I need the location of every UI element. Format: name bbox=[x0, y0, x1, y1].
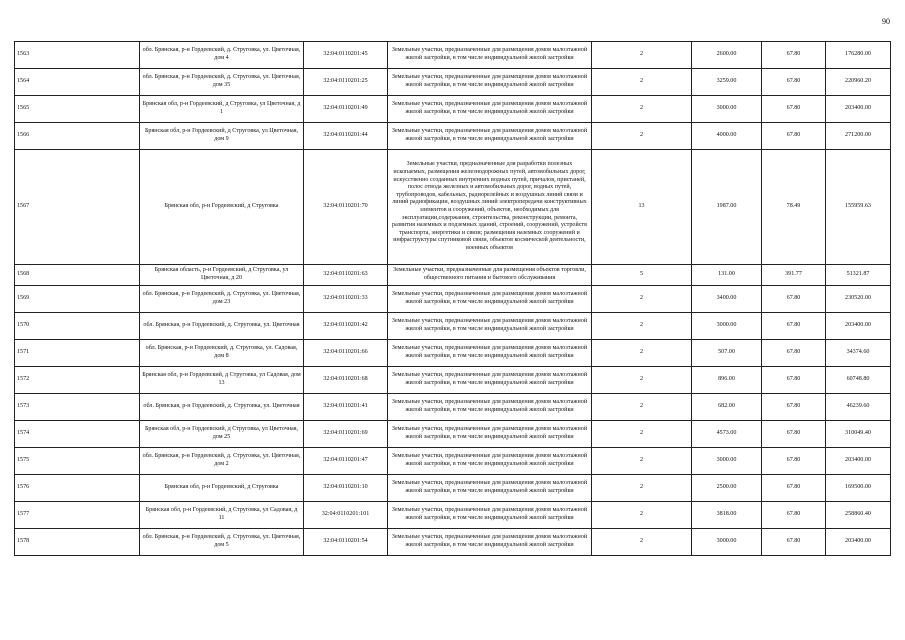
cadastral-number-cell: 32:04:0110201:70 bbox=[304, 150, 388, 265]
address-cell: Брянская обл, р-н Гордеевский, д Струговка bbox=[140, 475, 304, 502]
permitted-use-cell: Земельные участки, предназначенные для размещения домов малоэтажной жилой застройки, в том числе индивидуальной жилой застройки bbox=[388, 42, 592, 69]
cadastral-value-cell: 46239.60 bbox=[826, 394, 891, 421]
use-group-cell: 2 bbox=[592, 69, 692, 96]
use-group-cell: 2 bbox=[592, 96, 692, 123]
cadastral-value-cell: 176280.00 bbox=[826, 42, 891, 69]
cadastral-value-cell: 51321.87 bbox=[826, 265, 891, 286]
use-group-cell: 2 bbox=[592, 340, 692, 367]
permitted-use-cell: Земельные участки, предназначенные для размещения домов малоэтажной жилой застройки, в том числе индивидуальной жилой застройки bbox=[388, 448, 592, 475]
cadastral-value-cell: 169500.00 bbox=[826, 475, 891, 502]
area-cell: 507.00 bbox=[692, 340, 762, 367]
specific-value-cell: 78.49 bbox=[762, 150, 826, 265]
area-cell: 2500.00 bbox=[692, 475, 762, 502]
specific-value-cell: 67.80 bbox=[762, 96, 826, 123]
address-cell: Брянская обл, р-н Гордеевский, д Струговка bbox=[140, 150, 304, 265]
cadastral-value-cell: 230520.00 bbox=[826, 286, 891, 313]
address-cell: Брянская обл, р-н Гордеевский, д Струговка, ул Садовая, дом 13 bbox=[140, 367, 304, 394]
specific-value-cell: 67.80 bbox=[762, 448, 826, 475]
row-number-cell: 1565 bbox=[15, 96, 140, 123]
area-cell: 3000.00 bbox=[692, 313, 762, 340]
use-group-cell: 2 bbox=[592, 529, 692, 556]
cadastral-number-cell: 32:04:0110201:101 bbox=[304, 502, 388, 529]
page-number: 90 bbox=[882, 17, 890, 26]
row-number-cell: 1573 bbox=[15, 394, 140, 421]
permitted-use-cell: Земельные участки, предназначенные для размещения домов малоэтажной жилой застройки, в том числе индивидуальной жилой застройки bbox=[388, 475, 592, 502]
table-row bbox=[15, 394, 891, 421]
cadastral-number-cell: 32:04:0110201:42 bbox=[304, 313, 388, 340]
row-number-cell: 1568 bbox=[15, 265, 140, 286]
table-row bbox=[15, 69, 891, 96]
area-cell: 4573.00 bbox=[692, 421, 762, 448]
area-cell: 3818.00 bbox=[692, 502, 762, 529]
specific-value-cell: 67.80 bbox=[762, 367, 826, 394]
permitted-use-cell: Земельные участки, предназначенные для размещения домов малоэтажной жилой застройки, в том числе индивидуальной жилой застройки bbox=[388, 367, 592, 394]
specific-value-cell: 67.80 bbox=[762, 123, 826, 150]
area-cell: 896.00 bbox=[692, 367, 762, 394]
area-cell: 3000.00 bbox=[692, 529, 762, 556]
area-cell: 131.00 bbox=[692, 265, 762, 286]
table-row bbox=[15, 421, 891, 448]
specific-value-cell: 67.80 bbox=[762, 502, 826, 529]
address-cell: Брянская обл, р-н Гордеевский, д Струговка, ул Садовая, д 11 bbox=[140, 502, 304, 529]
permitted-use-cell: Земельные участки, предназначенные для размещения домов малоэтажной жилой застройки, в том числе индивидуальной жилой застройки bbox=[388, 502, 592, 529]
address-cell: Брянская обл, р-н Гордеевский, д Струговка, ул Цветочная, д 1 bbox=[140, 96, 304, 123]
address-cell: обл. Брянская, р-н Гордеевский, д. Струговка, ул. Цветочная, дом 4 bbox=[140, 42, 304, 69]
use-group-cell: 5 bbox=[592, 265, 692, 286]
cadastral-number-cell: 32:04:0110201:45 bbox=[304, 42, 388, 69]
permitted-use-cell: Земельные участки, предназначенные для размещения домов малоэтажной жилой застройки, в том числе индивидуальной жилой застройки bbox=[388, 340, 592, 367]
permitted-use-cell: Земельные участки, предназначенные для размещения домов малоэтажной жилой застройки, в том числе индивидуальной жилой застройки bbox=[388, 421, 592, 448]
address-cell: обл. Брянская, р-н Гордеевский, д. Струговка, ул. Садовая, дом 8 bbox=[140, 340, 304, 367]
address-cell: обл. Брянская, р-н Гордеевский, д. Струговка, ул. Цветочная, дом 35 bbox=[140, 69, 304, 96]
cadastral-value-cell: 203400.00 bbox=[826, 529, 891, 556]
area-cell: 3400.00 bbox=[692, 286, 762, 313]
address-cell: обл. Брянская, р-н Гордеевский, д. Струговка, ул. Цветочная, дом 5 bbox=[140, 529, 304, 556]
table-row bbox=[15, 448, 891, 475]
permitted-use-cell: Земельные участки, предназначенные для размещения домов малоэтажной жилой застройки, в том числе индивидуальной жилой застройки bbox=[388, 394, 592, 421]
cadastral-value-cell: 60748.80 bbox=[826, 367, 891, 394]
row-number-cell: 1576 bbox=[15, 475, 140, 502]
table-row bbox=[15, 529, 891, 556]
cadastral-value-cell: 271200.00 bbox=[826, 123, 891, 150]
area-cell: 2600.00 bbox=[692, 42, 762, 69]
area-cell: 1987.00 bbox=[692, 150, 762, 265]
use-group-cell: 2 bbox=[592, 123, 692, 150]
permitted-use-cell: Земельные участки, предназначенные для размещения домов малоэтажной жилой застройки, в том числе индивидуальной жилой застройки bbox=[388, 123, 592, 150]
permitted-use-cell: Земельные участки, предназначенные для разработки полезных ископаемых, размещения железнодорожных путей, автомобильных дорог, искусственно созданных внутренних водных путей, причалов, пристаней, полос отвода железных и автомобильных дорог, водных путей, трубопроводов, кабельных, радиорелейных и воздушных линий связи и линий радиофикации, воздушных линий электропередачи конструктивных элементов и сооружений, объектов, необходимых для эксплуатации,содержания, строительства, реконструкции, ремонта, развития наземных и подземных зданий, строений, сооружений, устройств транспорта, энергетики и связи; размещения наземных сооружений и инфраструктуры спутниковой связи, объектов космической деятельности, военных объектов bbox=[388, 150, 592, 265]
use-group-cell: 2 bbox=[592, 421, 692, 448]
cadastral-value-cell: 220960.20 bbox=[826, 69, 891, 96]
permitted-use-cell: Земельные участки, предназначенные для размещения домов малоэтажной жилой застройки, в том числе индивидуальной жилой застройки bbox=[388, 286, 592, 313]
specific-value-cell: 67.80 bbox=[762, 313, 826, 340]
specific-value-cell: 67.80 bbox=[762, 69, 826, 96]
table-row bbox=[15, 475, 891, 502]
specific-value-cell: 67.80 bbox=[762, 475, 826, 502]
table-row bbox=[15, 150, 891, 265]
cadastral-number-cell: 32:04:0110201:68 bbox=[304, 367, 388, 394]
cadastral-value-cell: 155959.63 bbox=[826, 150, 891, 265]
cadastral-number-cell: 32:04:0110201:25 bbox=[304, 69, 388, 96]
use-group-cell: 2 bbox=[592, 313, 692, 340]
table-row bbox=[15, 286, 891, 313]
cadastral-number-cell: 32:04:0110201:33 bbox=[304, 286, 388, 313]
permitted-use-cell: Земельные участки, предназначенные для размещения домов малоэтажной жилой застройки, в том числе индивидуальной жилой застройки bbox=[388, 96, 592, 123]
cadastral-number-cell: 32:04:0110201:66 bbox=[304, 340, 388, 367]
row-number-cell: 1564 bbox=[15, 69, 140, 96]
cadastral-number-cell: 32:04:0110201:10 bbox=[304, 475, 388, 502]
address-cell: обл. Брянская, р-н Гордеевский, д. Струговка, ул. Цветочная, дом 23 bbox=[140, 286, 304, 313]
use-group-cell: 2 bbox=[592, 502, 692, 529]
table-row bbox=[15, 367, 891, 394]
table-row bbox=[15, 340, 891, 367]
table-row bbox=[15, 313, 891, 340]
cadastral-number-cell: 32:04:0110201:44 bbox=[304, 123, 388, 150]
row-number-cell: 1569 bbox=[15, 286, 140, 313]
cadastral-value-cell: 310049.40 bbox=[826, 421, 891, 448]
specific-value-cell: 67.80 bbox=[762, 421, 826, 448]
specific-value-cell: 391.77 bbox=[762, 265, 826, 286]
specific-value-cell: 67.80 bbox=[762, 529, 826, 556]
table-row bbox=[15, 123, 891, 150]
specific-value-cell: 67.80 bbox=[762, 286, 826, 313]
table-row bbox=[15, 265, 891, 286]
area-cell: 4000.00 bbox=[692, 123, 762, 150]
area-cell: 3000.00 bbox=[692, 96, 762, 123]
address-cell: Брянская обл, р-н Гордеевский, д Струговка, ул Цветочная, дом 9 bbox=[140, 123, 304, 150]
row-number-cell: 1566 bbox=[15, 123, 140, 150]
use-group-cell: 2 bbox=[592, 475, 692, 502]
address-cell: Брянская обл, р-н Гордеевский, д Струговка, ул Цветочная, дом 25 bbox=[140, 421, 304, 448]
row-number-cell: 1575 bbox=[15, 448, 140, 475]
use-group-cell: 2 bbox=[592, 367, 692, 394]
row-number-cell: 1570 bbox=[15, 313, 140, 340]
table-row bbox=[15, 42, 891, 69]
land-registry-table bbox=[14, 41, 891, 556]
cadastral-number-cell: 32:04:0110201:47 bbox=[304, 448, 388, 475]
table-row bbox=[15, 96, 891, 123]
cadastral-value-cell: 258860.40 bbox=[826, 502, 891, 529]
cadastral-value-cell: 34374.60 bbox=[826, 340, 891, 367]
specific-value-cell: 67.80 bbox=[762, 42, 826, 69]
cadastral-number-cell: 32:04:0110201:54 bbox=[304, 529, 388, 556]
permitted-use-cell: Земельные участки, предназначенные для размещения домов малоэтажной жилой застройки, в том числе индивидуальной жилой застройки bbox=[388, 313, 592, 340]
cadastral-number-cell: 32:04:0110201:63 bbox=[304, 265, 388, 286]
cadastral-value-cell: 203400.00 bbox=[826, 448, 891, 475]
row-number-cell: 1577 bbox=[15, 502, 140, 529]
cadastral-value-cell: 203400.00 bbox=[826, 96, 891, 123]
specific-value-cell: 67.80 bbox=[762, 394, 826, 421]
permitted-use-cell: Земельные участки, предназначенные для размещения домов малоэтажной жилой застройки, в том числе индивидуальной жилой застройки bbox=[388, 529, 592, 556]
row-number-cell: 1571 bbox=[15, 340, 140, 367]
use-group-cell: 2 bbox=[592, 394, 692, 421]
area-cell: 3000.00 bbox=[692, 448, 762, 475]
permitted-use-cell: Земельные участки, предназначенные для размещения объектов торговли, общественного питания и бытового обслуживания bbox=[388, 265, 592, 286]
cadastral-number-cell: 32:04:0110201:41 bbox=[304, 394, 388, 421]
row-number-cell: 1572 bbox=[15, 367, 140, 394]
use-group-cell: 2 bbox=[592, 448, 692, 475]
use-group-cell: 2 bbox=[592, 42, 692, 69]
use-group-cell: 13 bbox=[592, 150, 692, 265]
area-cell: 3259.00 bbox=[692, 69, 762, 96]
permitted-use-cell: Земельные участки, предназначенные для размещения домов малоэтажной жилой застройки, в том числе индивидуальной жилой застройки bbox=[388, 69, 592, 96]
row-number-cell: 1578 bbox=[15, 529, 140, 556]
row-number-cell: 1563 bbox=[15, 42, 140, 69]
row-number-cell: 1567 bbox=[15, 150, 140, 265]
address-cell: обл. Брянская, р-н Гордеевский, д. Струговка, ул. Цветочная bbox=[140, 394, 304, 421]
address-cell: Брянская область, р-н Гордеевский, д Струговка, ул Цветочная, д 20 bbox=[140, 265, 304, 286]
cadastral-value-cell: 203400.00 bbox=[826, 313, 891, 340]
table-row bbox=[15, 502, 891, 529]
address-cell: обл. Брянская, р-н Гордеевский, д. Струговка, ул. Цветочная, дом 2 bbox=[140, 448, 304, 475]
use-group-cell: 2 bbox=[592, 286, 692, 313]
row-number-cell: 1574 bbox=[15, 421, 140, 448]
cadastral-number-cell: 32:04:0110201:69 bbox=[304, 421, 388, 448]
cadastral-number-cell: 32:04:0110201:49 bbox=[304, 96, 388, 123]
area-cell: 682.00 bbox=[692, 394, 762, 421]
address-cell: обл. Брянская, р-н Гордеевский, д. Струговка, ул. Цветочная bbox=[140, 313, 304, 340]
specific-value-cell: 67.80 bbox=[762, 340, 826, 367]
table-body bbox=[15, 42, 891, 556]
